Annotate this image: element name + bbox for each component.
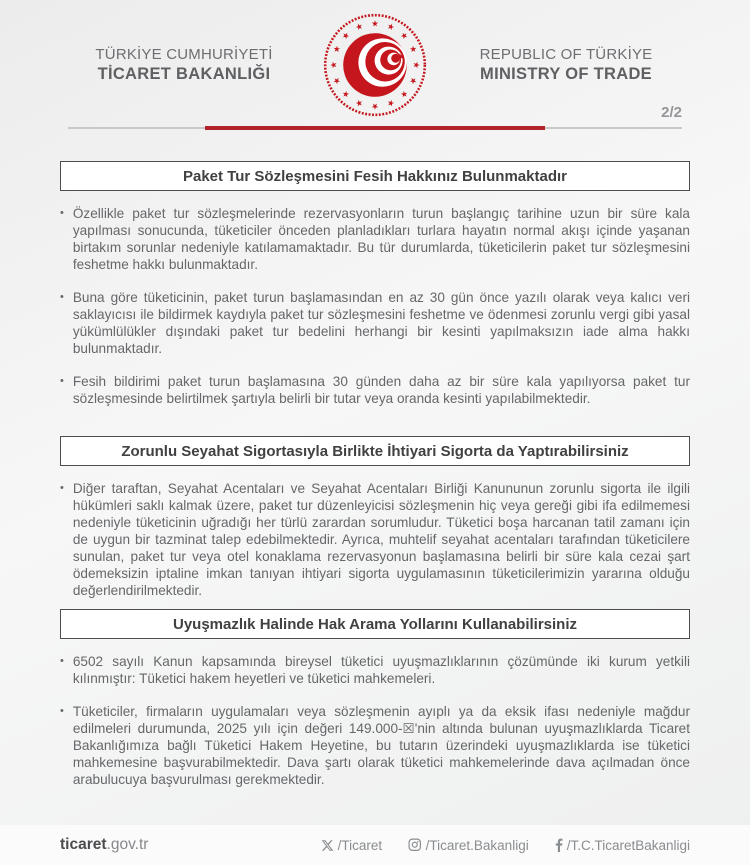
website-link[interactable] [60, 836, 148, 854]
section-2-bullets [60, 480, 690, 599]
section-title-hak-arama: Uyuşmazlık Halinde Hak Arama Yollarını Kullanabilirsiniz [60, 609, 690, 639]
list-item: • Fesih bildirimi paket turun başlamasına 30 günden daha az bir süre kala yapılıyorsa paket tur sözleşmesinde belirtilmek şartıyla belirli bir tutar veya oranda kesinti yapılabilmektedir. [60, 373, 690, 407]
header [0, 0, 750, 118]
progress-divider [68, 126, 682, 131]
footer [0, 825, 750, 865]
list-item: • Özellikle paket tur sözleşmelerinde rezervasyonların turun başlangıç tarihine uzun bir süre kala yapılması sonucunda, tüketiciler önceden planladıkları turlara hayatın normal akışı içinde yaşanan birtakım sorunlar nedeniyle katılamamaktadır. Bu tür durumlarda, tüketicilerin paket tur sözleşmesini feshetme hakkı bulunmaktadır. [60, 205, 690, 273]
facebook-icon [555, 838, 563, 852]
ministry-of-trade-emblem-icon [322, 12, 428, 118]
x-twitter-icon [321, 839, 334, 852]
page-indicator: 2/2 [661, 104, 682, 121]
org-left-line1: TÜRKİYE CUMHURİYETİ [95, 46, 273, 63]
org-right-line1: REPUBLIC OF TÜRKİYE [479, 46, 653, 63]
list-item: • Diğer taraftan, Seyahat Acentaları ve Seyahat Acentaları Birliği Kanununun zorunlu sigorta ile ilgili hükümleri saklı kalmak üzere, paket tur düzenleyicisi sözleşmenin hiç veya gereği gibi ifa edilmemesi nedeniyle tüketicinin uğradığı her türlü zarardan sorumludur. Tüketici boşa harcanan tatil zamanı için de uygun bir tazminat talep edebilmektedir. Ayrıca, muhtelif seyahat acentaları tarafından tüketicilere sunulan, paket tur veya otel konaklama rezervasyonun başlamasına belirli bir süre kala cezai şart ödemeksizin iptaline imkan tanıyan ihtiyari sigorta uygulamasının tüketicilerimizin yararına olduğu değerlendirilmektedir. [60, 480, 690, 599]
website-rest: .gov.tr [106, 836, 149, 853]
social-handle: /T.C.TicaretBakanligi [566, 837, 690, 853]
list-item: • Tüketiciler, firmaların uygulamaları veya sözleşmenin ayıplı ya da eksik ifası nedeniyle mağdur edilmeleri durumunda, 2025 yılı için değeri 149.000-☒'nin altında bulunan uyuşmazlıklarda Ticaret Bakanlığımıza bağlı Tüketici Hakem Heyetine, bu tutarın üzerindeki uyuşmazlıklarda ise tüketici mahkemesine başvurabilmektedir. Dava şartı olarak tüketici mahkemelerinde dava açılmadan önce arabulucuya başvurulması gerekmektedir. [60, 703, 690, 788]
website-bold: ticaret [60, 836, 107, 853]
section-3-bullets [60, 653, 690, 788]
org-right-line2: MINISTRY OF TRADE [480, 65, 652, 83]
notice-body [0, 161, 750, 841]
org-name-turkish [68, 46, 300, 84]
social-handle: /Ticaret.Bakanligi [425, 837, 529, 853]
section-1-bullets [60, 205, 690, 407]
list-item: • 6502 sayılı Kanun kapsamında bireysel tüketici uyuşmazlıklarının çözümünde iki kurum yetkili kılınmıştır: Tüketici hakem heyetleri ve tüketici mahkemeleri. [60, 653, 690, 687]
social-link-facebook[interactable] [555, 838, 690, 853]
progress-fill [205, 126, 545, 130]
section-title-fesih-hakki: Paket Tur Sözleşmesini Fesih Hakkınız Bulunmaktadır [60, 161, 690, 191]
org-name-english [450, 46, 682, 84]
org-left-line2: TİCARET BAKANLIĞI [97, 65, 271, 83]
instagram-icon [408, 838, 422, 852]
social-link-x[interactable] [321, 838, 383, 853]
social-link-instagram[interactable] [408, 838, 529, 853]
section-title-ihtiyari-sigorta: Zorunlu Seyahat Sigortasıyla Birlikte İhtiyari Sigorta da Yaptırabilirsiniz [60, 436, 690, 466]
list-item: • Buna göre tüketicinin, paket turun başlamasından en az 30 gün önce yazılı olarak veya kalıcı veri saklayıcısı ile bildirmek kaydıyla paket tur sözleşmesini feshetme ve ödenmesi zorunlu vergi gibi yasal yükümlülükler dışındaki paket tur bedelini herhangi bir kesinti yapılmaksızın iade alma hakkı bulunmaktadır. [60, 289, 690, 357]
social-handle: /Ticaret [337, 837, 383, 853]
social-links [321, 838, 690, 853]
